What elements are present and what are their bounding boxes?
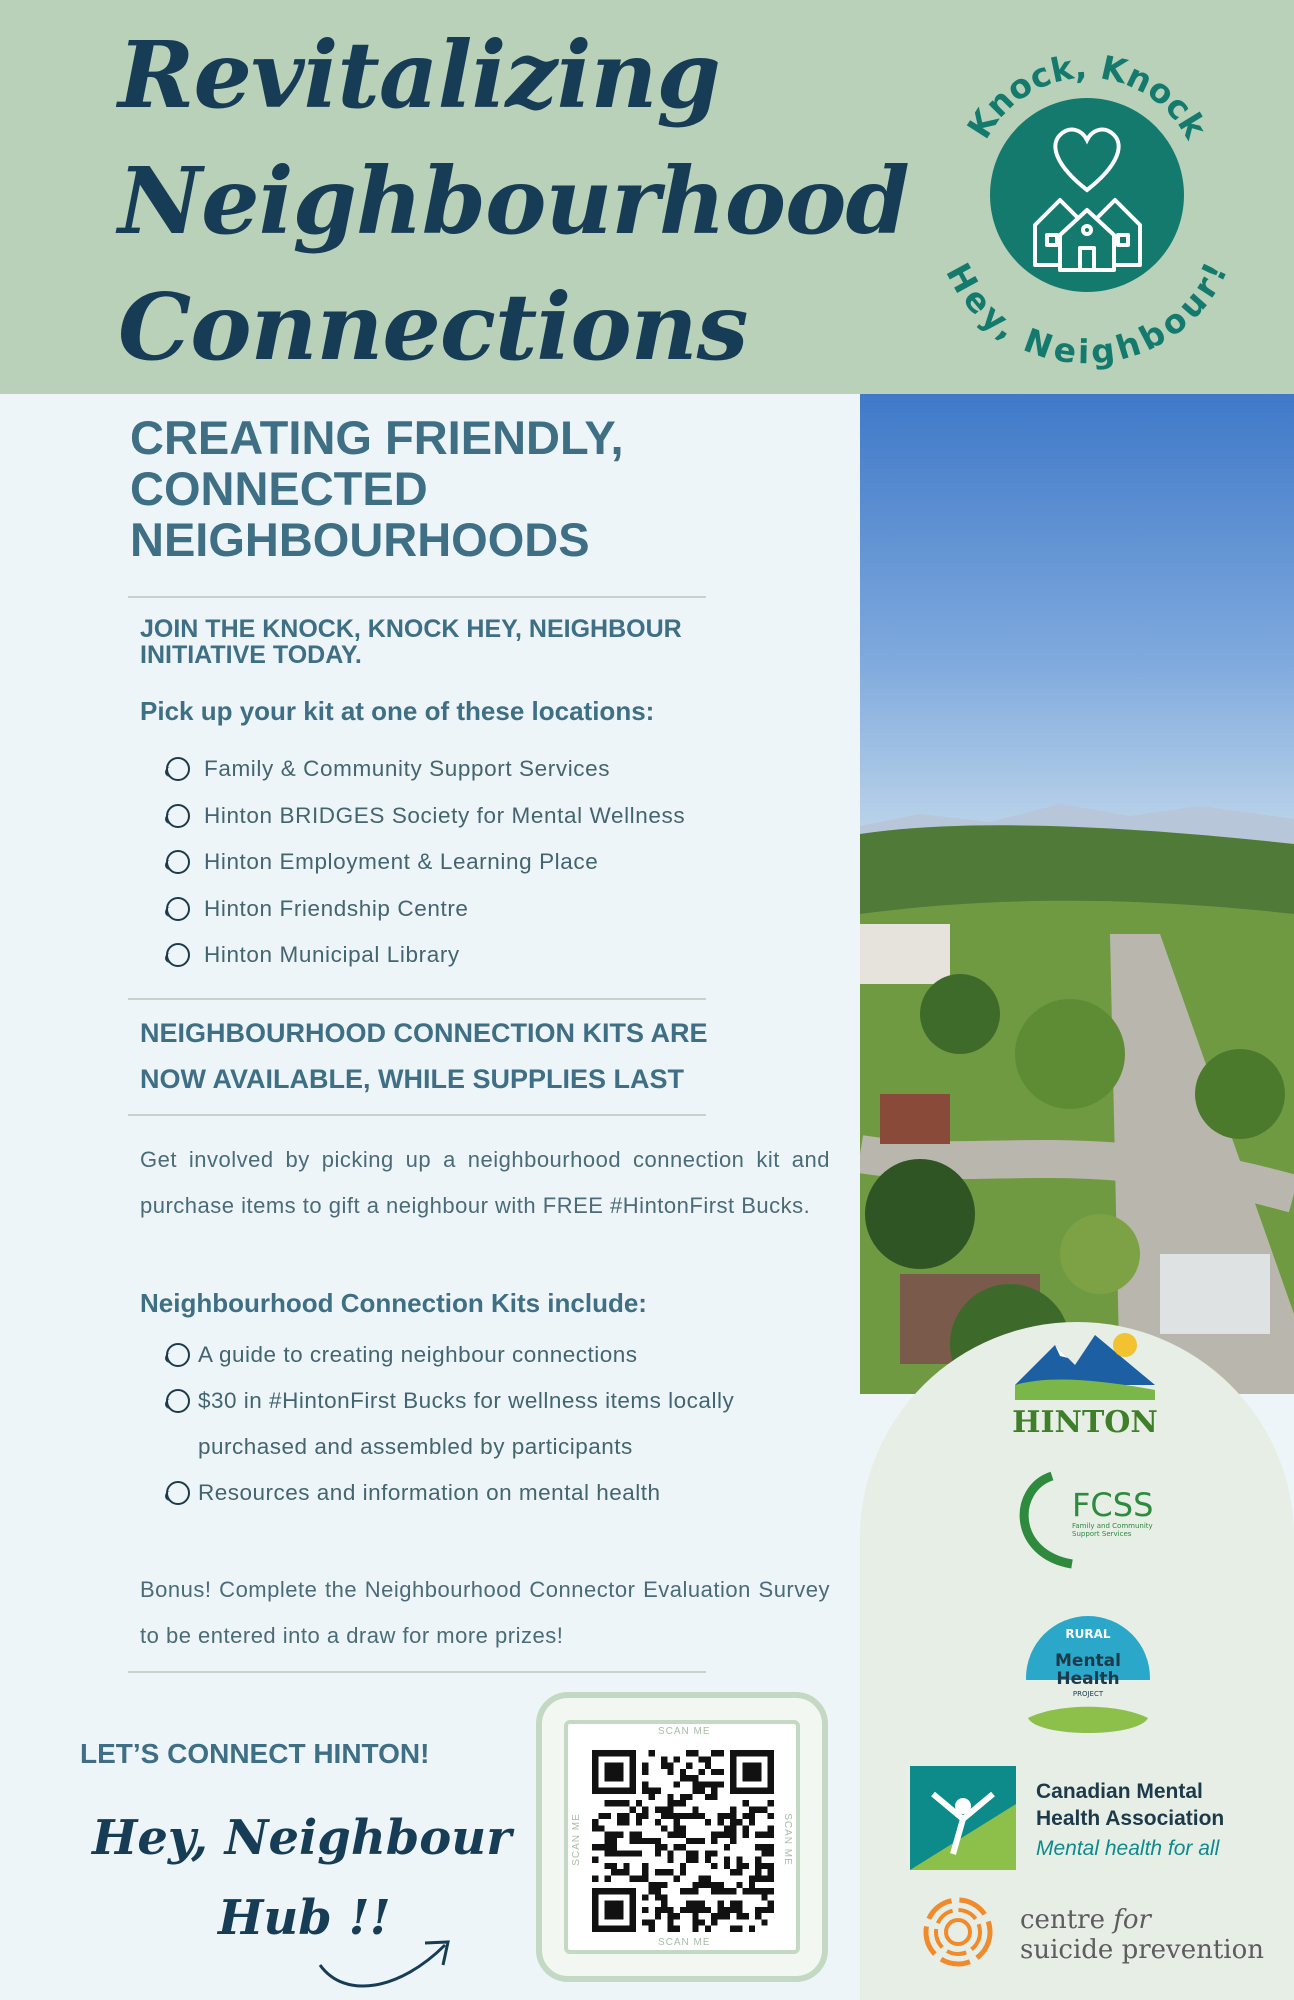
list-item: Family & Community Support Services [166,746,685,793]
svg-text:Support Services: Support Services [1072,1530,1132,1538]
badge-bottom-text: Hey, Neighbour! [938,256,1235,370]
qr-code-pattern [592,1750,774,1932]
svg-text:Mental health for all: Mental health for all [1036,1837,1220,1860]
svg-text:Health Association: Health Association [1036,1807,1225,1830]
svg-text:HINTON: HINTON [1012,1405,1158,1440]
hub-title-line-1: Hey, Neighbour [92,1810,512,1866]
knock-knock-badge [920,40,1240,370]
main-heading: CREATING FRIENDLY, CONNECTED NEIGHBOURHOODS [130,411,624,566]
rural-mental-health-logo [1018,1608,1158,1748]
svg-text:RURAL: RURAL [1065,1627,1111,1641]
svg-text:PROJECT: PROJECT [1072,1690,1104,1698]
svg-text:Mental: Mental [1055,1651,1121,1671]
svg-text:Canadian Mental: Canadian Mental [1036,1780,1203,1803]
divider [128,1114,706,1116]
list-item: Hinton Municipal Library [166,932,685,979]
bonus-paragraph: Bonus! Complete the Neighbourhood Connector Evaluation Survey to be entered into a draw for more prizes! [140,1577,830,1648]
svg-text:suicide prevention: suicide prevention [1020,1935,1265,1965]
svg-text:FCSS: FCSS [1072,1486,1154,1524]
svg-text:Family and Community: Family and Community [1072,1522,1153,1530]
bullet-circle-icon [166,804,190,828]
svg-text:centre for: centre for [1020,1905,1151,1935]
qr-code-frame[interactable] [536,1692,828,1982]
svg-text:Health: Health [1056,1669,1120,1689]
list-item: Resources and information on mental health [166,1470,846,1516]
bullet-circle-icon [166,757,190,781]
title-line-2: Neighbourhood [118,147,909,255]
scan-label-top: SCAN ME [658,1726,711,1737]
divider [128,596,706,598]
hinton-logo [1010,1320,1160,1440]
kits-include-heading: Neighbourhood Connection Kits include: [140,1288,647,1318]
bullet-circle-icon [166,1481,190,1505]
bullet-circle-icon [166,850,190,874]
kits-available-heading: NEIGHBOURHOOD CONNECTION KITS ARE NOW AVAILABLE, WHILE SUPPLIES LAST [140,1018,708,1094]
title-line-1: Revitalizing [118,21,720,129]
list-item: A guide to creating neighbour connections [166,1332,846,1378]
page-title [118,12,909,390]
header-banner [0,0,1294,394]
kit-items-list [166,1332,846,1516]
bullet-circle-icon [166,1343,190,1367]
qr-code[interactable] [564,1720,800,1954]
curved-arrow-icon [300,1895,460,1995]
list-item: Hinton BRIDGES Society for Mental Wellness [166,793,685,840]
bullet-circle-icon [166,897,190,921]
title-line-3: Connections [118,273,748,381]
list-item: Hinton Friendship Centre [166,886,685,933]
fcss-logo [1012,1464,1172,1574]
bullet-circle-icon [166,1389,190,1413]
pickup-heading: Pick up your kit at one of these locations: [140,696,655,726]
bullet-circle-icon [166,943,190,967]
centre-for-suicide-prevention-logo [918,1890,1278,1980]
scan-label-bottom: SCAN ME [658,1937,711,1948]
divider [128,1671,706,1673]
list-item: $30 in #HintonFirst Bucks for wellness items locally purchased and assembled by participants [166,1378,846,1470]
scan-label-left: SCAN ME [570,1813,582,1866]
list-item: Hinton Employment & Learning Place [166,839,685,886]
scan-label-right: SCAN ME [782,1813,794,1866]
involved-paragraph: Get involved by picking up a neighbourhood connection kit and purchase items to gift a neighbour with FREE #HintonFirst Bucks. [140,1147,830,1218]
join-heading: JOIN THE KNOCK, KNOCK HEY, NEIGHBOUR INITIATIVE TODAY. [140,615,682,669]
badge-top-text: Knock, Knock [959,46,1215,146]
connect-heading: LET’S CONNECT HINTON! [80,1738,430,1769]
cmha-logo [908,1764,1288,1872]
locations-list [166,746,685,979]
hub-title-line-2: Hub !! [218,1890,391,1946]
divider [128,998,706,1000]
